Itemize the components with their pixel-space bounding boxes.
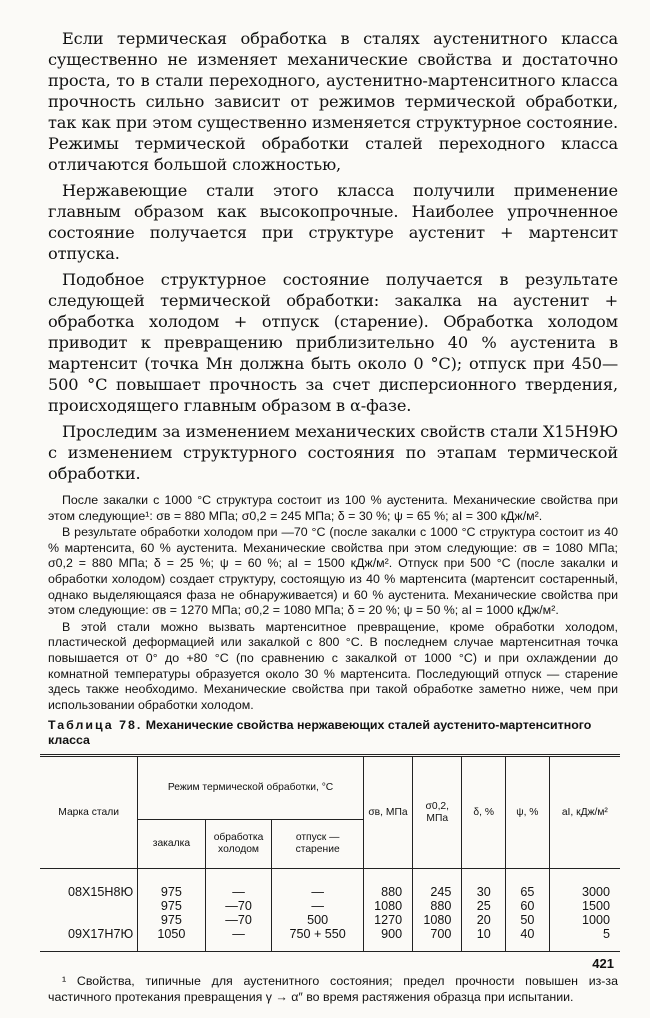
header-regime: Режим термической обработки, °С [138,756,364,820]
cell-sigma-b: 1270 [363,913,412,927]
paragraph-usage: Нержавеющие стали этого класса получили применение главным образом как высокопрочные. Наиболее упрочненное состояние получается при структуре аустенит + мартенсит отпуска. [48,181,618,263]
header-cold: обработка холодом [205,820,272,869]
cell-impact: 1500 [549,899,620,913]
header-grade: Марка стали [40,756,138,869]
cell-temper: 750 + 550 [272,927,363,952]
cell-temper: 500 [272,913,363,927]
paragraph-intro: Если термическая обработка в сталях аустенитного класса существенно не изменяет механические свойства и достаточно проста, то в стали переходного, аустенитно-мартенситного класса прочность сильно зависит от режимов термической обработки, так как при этом существенно изменяется структурное состояние. Режимы термической обработки сталей переходного класса отличаются большой сложностью, [48,29,618,174]
cell-sigma-02: 880 [413,899,462,913]
cell-grade: 09Х17Н7Ю [40,927,138,952]
cell-cold: — [205,927,272,952]
header-sigma-b: σв, МПа [363,756,412,869]
cell-impact: 3000 [549,869,620,900]
cell-impact: 1000 [549,913,620,927]
footnote: ¹ Свойства, типичные для аустенитного состояния; предел прочности повышен из-за частичного протекания превращения γ → α″ во время растяжения образца при испытании. [48,974,618,1005]
cell-quench: 975 [138,913,205,927]
cell-grade [40,913,138,927]
header-psi: ψ, % [506,756,550,869]
cell-sigma-b: 900 [363,927,412,952]
cell-psi: 40 [506,927,550,952]
paragraph-cold-treatment: В результате обработки холодом при —70 °С (после закалки с 1000 °С структура состоит из 40 % мартенсита, 60 % аустенита. Механические свойства при этом следующие: σв = 1080 МПа; σ0,2 = 880 МПа; δ = 25 %; ψ = 60 %; aI = 1500 кДж/м². Отпуск при 500 °С (после закалки и обработки холодом) создает структуру, состоящую из 40 % мартенсита (мартенсит состаренный, однако выделяющаяся фаза не обнаруживается) и 60 % аустенита. Механические свойства при этом следующие: σв = 1270 МПа; σ0,2 = 1080 МПа; δ = 20 %; ψ = 50 %; aI = 1000 кДж/м². [48,525,618,618]
cell-quench: 975 [138,869,205,900]
cell-grade [40,899,138,913]
cell-psi: 60 [506,899,550,913]
table-row [40,913,620,927]
table-row [40,927,620,952]
cell-cold: —70 [205,899,272,913]
cell-sigma-b: 880 [363,869,412,900]
cell-impact: 5 [549,927,620,952]
cell-temper: — [272,899,363,913]
cell-temper: — [272,869,363,900]
header-temper: отпуск — старение [272,820,363,869]
header-quench: закалка [138,820,205,869]
page [48,28,618,1018]
cell-delta: 10 [462,927,506,952]
table-row [40,899,620,913]
properties-table [40,754,620,952]
table-caption-label: Таблица 78. [48,718,143,733]
cell-sigma-b: 1080 [363,899,412,913]
table-caption-text: Механические свойства нержавеющих сталей аустенито-мартенситного класса [48,718,592,748]
paragraph-follow: Проследим за изменением механических свойств стали Х15Н9Ю с изменением структурного состояния по этапам термической обработки. [48,422,618,483]
cell-sigma-02: 1080 [413,913,462,927]
table-row [40,869,620,900]
cell-cold: — [205,869,272,900]
cell-psi: 50 [506,913,550,927]
cell-quench: 1050 [138,927,205,952]
table-caption [48,718,618,748]
cell-delta: 20 [462,913,506,927]
header-delta: δ, % [462,756,506,869]
cell-sigma-02: 245 [413,869,462,900]
cell-psi: 65 [506,869,550,900]
cell-delta: 30 [462,869,506,900]
cell-delta: 25 [462,899,506,913]
paragraph-martensitic-transform: В этой стали можно вызвать мартенситное превращение, кроме обработки холодом, пластической деформацией или закалкой с 800 °С. В последнем случае мартенситная точка повышается от 0° до +80 °С (по сравнению с закалкой от 1000 °С) и при охлаждении до комнатной температуры образуется около 30 % мартенсита. Последующий отпуск — старение здесь также необходимо. Механические свойства при такой обработке заметно ниже, чем при использовании обработки холодом. [48,619,618,712]
paragraph-after-quench: После закалки с 1000 °С структура состоит из 100 % аустенита. Механические свойства при этом следующие¹: σв = 880 МПа; σ0,2 = 245 МПа; δ = 30 %; ψ = 65 %; aI = 300 кДж/м². [48,493,618,523]
paragraph-treatment: Подобное структурное состояние получается в результате следующей термической обработки: закалка на аустенит + обработка холодом + отпуск (старение). Обработка холодом приводит к превращению приблизительно 40 % аустенита в мартенсит (точка Mн должна быть около 0 °С); отпуск при 450—500 °С повышает прочность за счет дисперсионного твердения, происходящего главным образом в α-фазе. [48,270,618,415]
cell-quench: 975 [138,899,205,913]
page-number: 421 [592,956,614,971]
cell-sigma-02: 700 [413,927,462,952]
header-impact: aI, кДж/м² [549,756,620,869]
header-sigma-02: σ0,2, МПа [413,756,462,869]
cell-grade: 08Х15Н8Ю [68,885,134,900]
cell-cold: —70 [205,913,272,927]
